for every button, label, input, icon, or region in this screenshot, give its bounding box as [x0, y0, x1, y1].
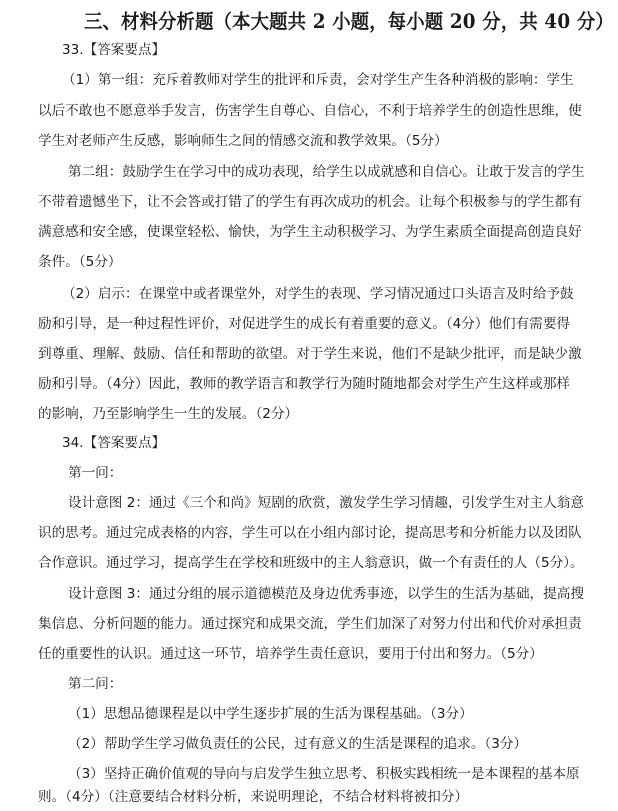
paragraph-line: 到尊重、理解、鼓励、信任和帮助的欲望。对于学生来说，他们不是缺少批评，而是缺少激	[38, 346, 582, 362]
paragraph-line: 第一问：	[68, 465, 123, 481]
paragraph-line: 满意感和安全感，使课堂轻松、愉快，为学生主动积极学习、为学生素质全面提高创造良好	[38, 224, 582, 240]
paragraph-line: （3）坚持正确价值观的导向与启发学生独立思考、积极实践相统一是本课程的基本原	[68, 766, 580, 782]
paragraph-line: 第二组：鼓励学生在学习中的成功表现，给学生以成就感和自信心。让敢于发言的学生	[68, 164, 585, 180]
section-title: 三、材料分析题（本大题共 2 小题，每小题 20 分，共 40 分）	[84, 10, 614, 33]
paragraph-line: 识的思考。通过完成表格的内容，学生可以在小组内部讨论，提高思考和分析能力以及团队	[38, 525, 582, 541]
paragraph-line: 合作意识。通过学习，提高学生在学校和班级中的主人翁意识，做一个有责任的人（5分）。	[38, 555, 584, 571]
q33-heading: 33.【答案要点】	[62, 42, 166, 58]
paragraph-line: 第二问：	[68, 676, 123, 692]
paragraph-line: 励和引导。（4分）因此，教师的教学语言和教学行为随时随地都会对学生产生这样或那样	[38, 376, 571, 392]
paragraph-line: 的影响，乃至影响学生一生的发展。（2分）	[38, 406, 299, 422]
paragraph-line: 励和引导，是一种过程性评价，对促进学生的成长有着重要的意义。（4分）他们有需要得	[38, 316, 571, 332]
paragraph-line: （2）启示：在课堂中或者课堂外，对学生的表现、学习情况通过口头语言及时给予鼓	[62, 286, 574, 302]
paragraph-line: （2）帮助学生学习做负责任的公民，过有意义的生活是课程的追求。（3分）	[68, 736, 528, 752]
paragraph-line: 学生对老师产生反感，影响师生之间的情感交流和教学效果。（5分）	[38, 133, 448, 149]
q34-heading: 34.【答案要点】	[62, 435, 166, 451]
paragraph-line: （1）思想品德课程是以中学生逐步扩展的生活为课程基础。（3分）	[68, 706, 473, 722]
paragraph-line: 条件。（5分）	[38, 254, 122, 270]
paragraph-line: 不带着遗憾坐下，让不会答或打错了的学生有再次成功的机会。让每个积极参与的学生都有	[38, 194, 582, 210]
paragraph-line: 集信息、分析问题的能力。通过探究和成果交流，学生们加深了对努力付出和代价对承担责	[38, 616, 582, 632]
paragraph-line: 以后不敢也不愿意举手发言，伤害学生自尊心、自信心，不利于培养学生的创造性思维，使	[38, 103, 582, 119]
paragraph-line: 设计意图 2：通过《三个和尚》短剧的欣赏，激发学生学习情趣，引发学生对主人翁意	[68, 495, 584, 511]
paragraph-line: 设计意图 3：通过分组的展示道德模范及身边优秀事迹，以学生的生活为基础，提高搜	[68, 586, 584, 602]
paragraph-line: 则。（4分）（注意要结合材料分析，来说明理论，不结合材料将被扣分）	[38, 789, 469, 805]
paragraph-line: 任的重要性的认识。通过这一环节，培养学生责任意识，要用于付出和努力。（5分）	[38, 646, 543, 662]
paragraph-line: （1）第一组：充斥着教师对学生的批评和斥责，会对学生产生各种消极的影响：学生	[62, 72, 574, 88]
